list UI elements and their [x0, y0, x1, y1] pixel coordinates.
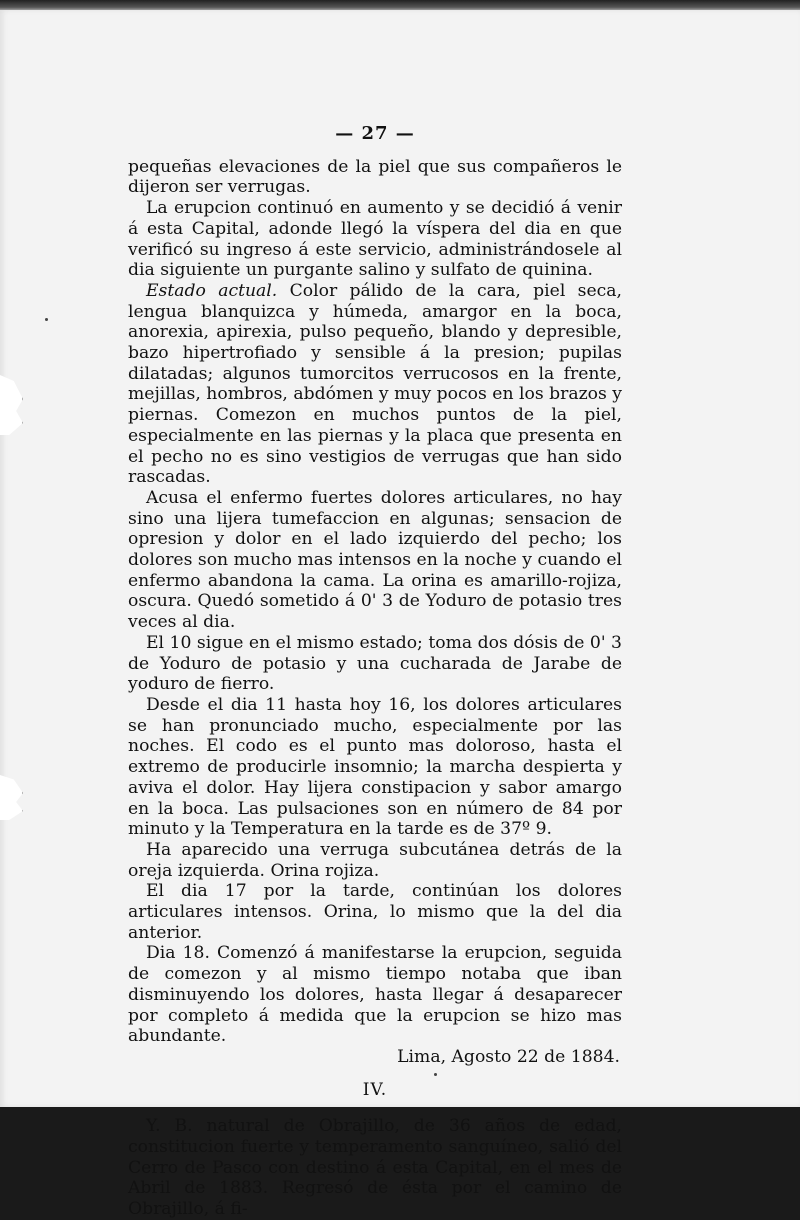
- paragraph-label: Estado actual.: [146, 280, 278, 301]
- page-text: [128, 124, 622, 1220]
- paragraph: [128, 281, 622, 488]
- section-heading: IV.: [362, 1079, 388, 1100]
- paragraph: Y. B. natural de Obrajillo, de 36 años de edad, constitucion fuerte y temperamento sanguíneo, salió del Cerro de Pasco con destino á esta Capital, en el mes de Abril de 1883. Regresó de ésta por el camino de Obrajillo, á fi-: [128, 1116, 622, 1220]
- paragraph: La erupcion continuó en aumento y se decidió á venir á esta Capital, adonde llegó la víspera del dia en que verificó su ingreso á este servicio, administrándosele al dia siguiente un purgante salino y sulfato de quinina.: [128, 198, 622, 281]
- signature-line: Lima, Agosto 22 de 1884.: [397, 1046, 620, 1067]
- paragraph: El dia 17 por la tarde, continúan los dolores articulares intensos. Orina, lo mismo que la del dia anterior.: [128, 881, 622, 943]
- paragraph: Acusa el enfermo fuertes dolores articulares, no hay sino una lijera tumefaccion en algunas; sensacion de opresion y dolor en el lado izquierdo del pecho; los dolores son mucho mas intensos en la noche y cuando el enfermo abandona la cama. La orina es amarillo-rojiza, oscura. Quedó sometido á 0' 3 de Yoduro de potasio tres veces al dia.: [128, 487, 622, 633]
- paragraph: pequeñas elevaciones de la piel que sus compañeros le dijeron ser verrugas.: [128, 156, 622, 198]
- scan-speck: [45, 318, 48, 321]
- page-number: — 27 —: [335, 123, 415, 144]
- paragraph-body: Color pálido de la cara, piel seca, lengua blanquizca y húmeda, amargor en la boca, anorexia, apirexia, pulso pequeño, blando y depresible, bazo hipertrofiado y sensible á la presion; pupilas dilatadas; algunos tumorcitos verrucosos en la frente, mejillas, hombros, abdómen y muy pocos en los brazos y piernas. Comezon en muchos puntos de la piel, especialmente en las piernas y la placa que presenta en el pecho no es sino vestigios de verrugas que han sido rascadas.: [128, 280, 622, 488]
- paragraph: Desde el dia 11 hasta hoy 16, los dolores articulares se han pronunciado mucho, especialmente por las noches. El codo es el punto mas doloroso, hasta el extremo de producirle insomnio; la marcha despierta y aviva el dolor. Hay lijera constipacion y sabor amargo en la boca. Las pulsaciones son en número de 84 por minuto y la Temperatura en la tarde es de 37º 9.: [128, 694, 622, 840]
- paragraph: Ha aparecido una verruga subcutánea detrás de la oreja izquierda. Orina rojiza.: [128, 839, 622, 881]
- paragraph: Dia 18. Comenzó á manifestarse la erupcion, seguida de comezon y al mismo tiempo notaba que iban disminuyendo los dolores, hasta llegar á desaparecer por completo á medida que la erupcion se hizo mas abundante.: [128, 943, 622, 1047]
- paragraph: El 10 sigue en el mismo estado; toma dos dósis de 0' 3 de Yoduro de potasio y una cucharada de Jarabe de yoduro de fierro.: [128, 632, 622, 695]
